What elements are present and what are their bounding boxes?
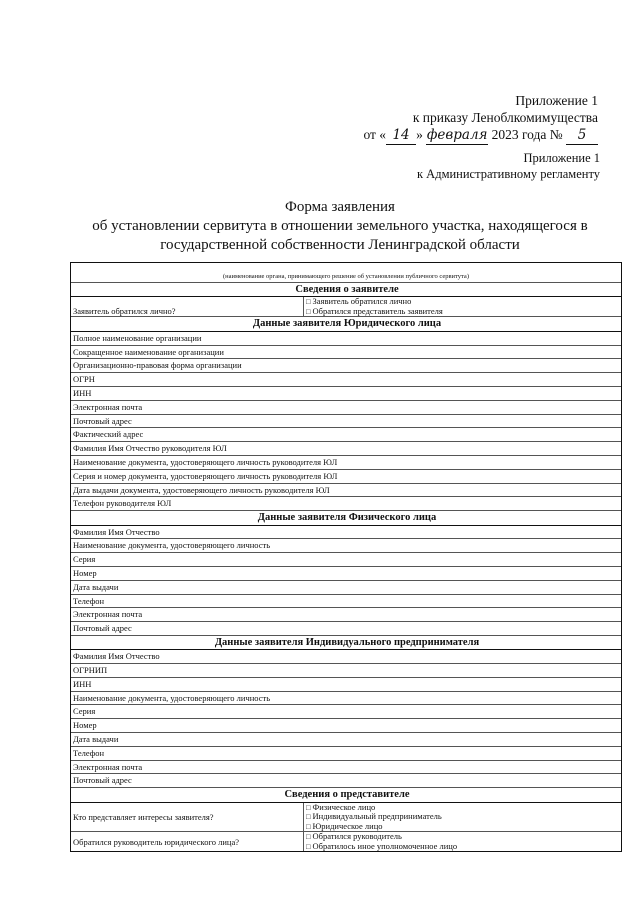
legal-field[interactable]: Наименование документа, удостоверяющего личность руководителя ЮЛ: [71, 456, 621, 470]
representative-head-row: [71, 832, 621, 851]
appendix-label-2: Приложение 1: [523, 151, 600, 165]
legal-field[interactable]: Сокращенное наименование организации: [71, 346, 621, 360]
applied-personally-options: [304, 297, 621, 316]
title-line-1: Форма заявления: [285, 199, 395, 215]
individual-field[interactable]: Наименование документа, удостоверяющего личность: [71, 539, 621, 553]
entrepreneur-field[interactable]: Номер: [71, 719, 621, 733]
regulation-reference: к Административному регламенту: [416, 167, 600, 181]
representative-type-label: Кто представляет интересы заявителя?: [71, 803, 304, 832]
appendix-label: Приложение 1: [515, 93, 598, 108]
representative-type-options: [304, 803, 621, 832]
section-representative: Сведения о представителе: [71, 788, 621, 802]
legal-field[interactable]: Дата выдачи документа, удостоверяющего личность руководителя ЮЛ: [71, 484, 621, 498]
authority-name-field[interactable]: [71, 263, 621, 283]
individual-field[interactable]: Номер: [71, 567, 621, 581]
legal-field[interactable]: Серия и номер документа, удостоверяющего личность руководителя ЮЛ: [71, 470, 621, 484]
section-entrepreneur: Данные заявителя Индивидуального предпринимателя: [71, 636, 621, 650]
title-line-3: государственной собственности Ленинградской области: [160, 237, 520, 253]
legal-field[interactable]: ИНН: [71, 387, 621, 401]
option-entrepreneur[interactable]: □ Индивидуальный предприниматель: [306, 812, 621, 822]
entrepreneur-field[interactable]: ОГРНИП: [71, 664, 621, 678]
legal-field[interactable]: Телефон руководителя ЮЛ: [71, 497, 621, 511]
legal-field[interactable]: ОГРН: [71, 373, 621, 387]
order-reference: к приказу Леноблкомимущества: [412, 110, 598, 125]
option-representative-applied[interactable]: □ Обратился представитель заявителя: [306, 307, 621, 317]
entrepreneur-field[interactable]: Серия: [71, 705, 621, 719]
representative-type-row: [71, 803, 621, 833]
order-appendix-header: [363, 92, 598, 145]
option-applied-personally[interactable]: □ Заявитель обратился лично: [306, 297, 621, 307]
entrepreneur-field[interactable]: Наименование документа, удостоверяющего личность: [71, 692, 621, 706]
individual-field[interactable]: Электронная почта: [71, 608, 621, 622]
representative-head-label: Обратился руководитель юридического лица?: [71, 832, 304, 851]
authority-caption: (наименование органа, принимающего решение об установлении публичного сервитута): [222, 273, 469, 280]
legal-field[interactable]: Почтовый адрес: [71, 415, 621, 429]
applied-personally-row: [71, 297, 621, 317]
entrepreneur-field[interactable]: Почтовый адрес: [71, 774, 621, 788]
legal-field[interactable]: Организационно-правовая форма организации: [71, 359, 621, 373]
option-head-applied[interactable]: □ Обратился руководитель: [306, 832, 621, 842]
legal-field[interactable]: Фамилия Имя Отчество руководителя ЮЛ: [71, 442, 621, 456]
individual-field[interactable]: Телефон: [71, 595, 621, 609]
entrepreneur-field[interactable]: ИНН: [71, 678, 621, 692]
handwritten-month: февраля: [426, 127, 488, 143]
order-date-line: от « 14 » февраля 2023 года № 5: [363, 126, 598, 145]
individual-field[interactable]: Почтовый адрес: [71, 622, 621, 636]
entrepreneur-field[interactable]: Фамилия Имя Отчество: [71, 650, 621, 664]
handwritten-day: 14: [386, 127, 416, 145]
individual-field[interactable]: Серия: [71, 553, 621, 567]
option-legal-entity[interactable]: □ Юридическое лицо: [306, 822, 621, 832]
representative-head-options: [304, 832, 621, 851]
regulation-appendix-header: [417, 150, 600, 182]
legal-field[interactable]: Полное наименование организации: [71, 332, 621, 346]
individual-field[interactable]: Дата выдачи: [71, 581, 621, 595]
entrepreneur-field[interactable]: Телефон: [71, 747, 621, 761]
entrepreneur-field[interactable]: Электронная почта: [71, 761, 621, 775]
form-title: [60, 198, 620, 255]
option-individual[interactable]: □ Физическое лицо: [306, 803, 621, 813]
title-line-2: об установлении сервитута в отношении земельного участка, находящегося в: [92, 218, 588, 234]
legal-field[interactable]: Фактический адрес: [71, 428, 621, 442]
legal-field[interactable]: Электронная почта: [71, 401, 621, 415]
option-other-authorized[interactable]: □ Обратилось иное уполномоченное лицо: [306, 842, 621, 852]
section-legal-entity: Данные заявителя Юридического лица: [71, 317, 621, 331]
section-applicant: Сведения о заявителе: [71, 283, 621, 297]
applied-personally-label: Заявитель обратился лично?: [71, 297, 304, 316]
application-form-table: [70, 262, 622, 852]
individual-field[interactable]: Фамилия Имя Отчество: [71, 526, 621, 540]
section-individual: Данные заявителя Физического лица: [71, 511, 621, 525]
entrepreneur-field[interactable]: Дата выдачи: [71, 733, 621, 747]
handwritten-number: 5: [566, 127, 598, 145]
